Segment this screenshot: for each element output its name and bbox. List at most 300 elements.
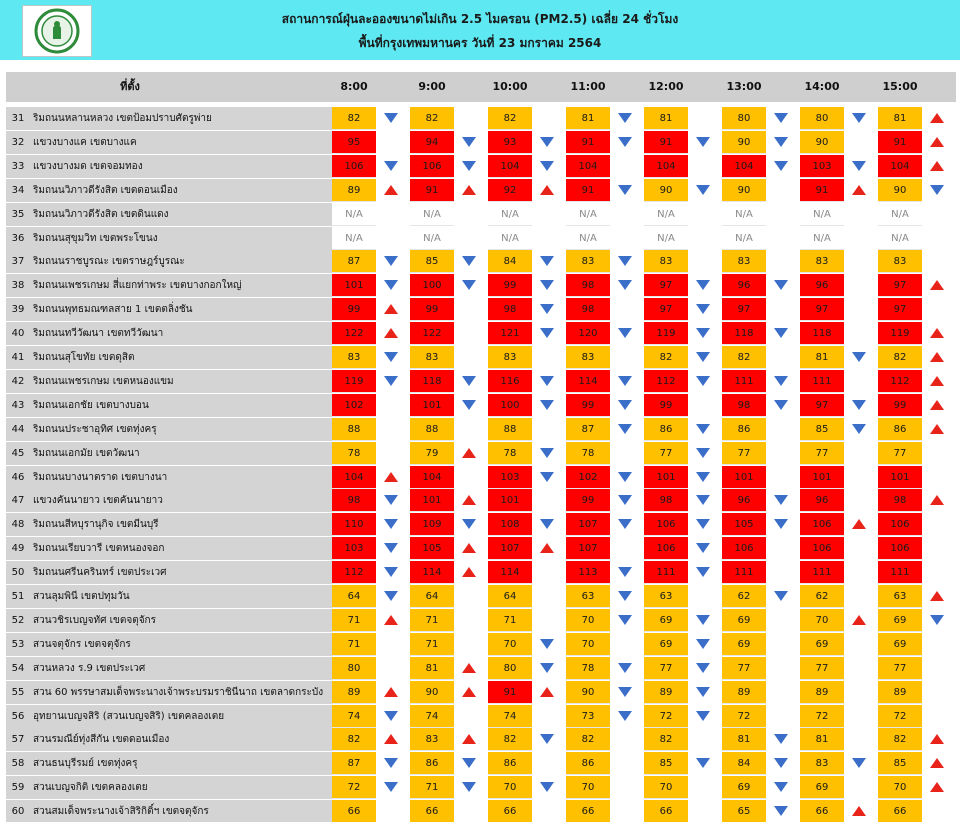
trend-up-icon <box>930 758 944 768</box>
trend-up-icon <box>540 687 554 697</box>
pm25-value-cell: 66 <box>566 800 610 822</box>
trend-up-icon <box>462 185 476 195</box>
location-name: ริมถนนวิภาวดีรังสิต เขตดอนเมือง <box>30 179 332 202</box>
pm25-value-cell: 98 <box>566 274 610 297</box>
trend-down-icon <box>774 137 788 147</box>
trend-down-icon <box>774 161 788 171</box>
pm25-value-cell: 63 <box>566 585 610 608</box>
trend-down-icon <box>462 782 476 792</box>
pm25-value-cell: 82 <box>644 346 688 369</box>
pm25-value-cell: N/A <box>488 203 532 226</box>
trend-up-icon <box>384 185 398 195</box>
pm25-value-cell: 79 <box>410 442 454 465</box>
pm25-value-cell: 98 <box>488 298 532 321</box>
pm25-value-cell: 111 <box>722 370 766 393</box>
pm25-value-cell: 83 <box>410 728 454 751</box>
trend-up-icon <box>462 734 476 744</box>
pm25-value-cell: 78 <box>566 442 610 465</box>
trend-down-icon <box>618 328 632 338</box>
location-name: ริมถนนราชบูรณะ เขตราษฎร์บูรณะ <box>30 250 332 273</box>
pm25-value-cell: 69 <box>644 609 688 632</box>
pm25-value-cell: 106 <box>644 513 688 536</box>
pm25-value-cell: 94 <box>410 131 454 154</box>
trend-down-icon <box>618 687 632 697</box>
trend-down-icon <box>540 663 554 673</box>
pm25-value-cell: 105 <box>722 513 766 536</box>
pm25-value-cell: 99 <box>332 298 376 321</box>
trend-down-icon <box>774 328 788 338</box>
trend-down-icon <box>384 567 398 577</box>
row-number: 37 <box>6 250 30 273</box>
trend-up-icon <box>930 734 944 744</box>
trend-down-icon <box>774 519 788 529</box>
pm25-value-cell: 100 <box>488 394 532 417</box>
pm25-value-cell: 97 <box>722 298 766 321</box>
trend-down-icon <box>696 663 710 673</box>
pm25-value-cell: 106 <box>722 537 766 560</box>
pm25-value-cell: 121 <box>488 322 532 345</box>
pm25-value-cell: 77 <box>644 442 688 465</box>
pm25-value-cell: 82 <box>566 728 610 751</box>
pm25-value-cell: 91 <box>800 179 844 202</box>
pm25-value-cell: 89 <box>878 681 922 704</box>
pm25-value-cell: 80 <box>800 107 844 130</box>
trend-down-icon <box>540 137 554 147</box>
pm25-value-cell: 77 <box>878 657 922 680</box>
pm25-value-cell: 66 <box>878 800 922 822</box>
trend-down-icon <box>540 280 554 290</box>
pm25-value-cell: 72 <box>800 705 844 728</box>
trend-down-icon <box>618 615 632 625</box>
pm25-value-cell: 85 <box>800 418 844 441</box>
pm25-value-cell: 106 <box>878 537 922 560</box>
pm25-value-cell: 81 <box>566 107 610 130</box>
trend-down-icon <box>852 352 866 362</box>
row-number: 57 <box>6 728 30 751</box>
location-name: แขวงบางแค เขตบางแค <box>30 131 332 154</box>
pm25-value-cell: 101 <box>410 489 454 512</box>
pm25-value-cell: 98 <box>332 489 376 512</box>
pm25-value-cell: 70 <box>644 776 688 799</box>
pm25-value-cell: 66 <box>488 800 532 822</box>
pm25-value-cell: 70 <box>566 776 610 799</box>
pm25-value-cell: 98 <box>566 298 610 321</box>
pm25-value-cell: N/A <box>644 227 688 250</box>
pm25-value-cell: 113 <box>566 561 610 584</box>
trend-down-icon <box>462 758 476 768</box>
location-header: ที่ตั้ง <box>120 80 140 93</box>
trend-down-icon <box>774 758 788 768</box>
pm25-value-cell: 96 <box>722 274 766 297</box>
trend-up-icon <box>462 687 476 697</box>
location-name: ริมถนนบางนาตราด เขตบางนา <box>30 466 332 489</box>
time-header: 12:00 <box>648 80 684 93</box>
pm25-value-cell: N/A <box>878 227 922 250</box>
pm25-value-cell: 82 <box>410 107 454 130</box>
pm25-value-cell: 91 <box>410 179 454 202</box>
trend-down-icon <box>696 185 710 195</box>
pm25-value-cell: 62 <box>800 585 844 608</box>
pm25-value-cell: 104 <box>332 466 376 489</box>
trend-down-icon <box>930 185 944 195</box>
trend-up-icon <box>384 304 398 314</box>
trend-down-icon <box>774 782 788 792</box>
trend-up-icon <box>540 543 554 553</box>
pm25-value-cell: 83 <box>722 250 766 273</box>
location-name: แขวงบางมด เขตจอมทอง <box>30 155 332 178</box>
trend-down-icon <box>540 400 554 410</box>
pm25-value-cell: 72 <box>722 705 766 728</box>
pm25-value-cell: 89 <box>332 179 376 202</box>
pm25-value-cell: 99 <box>566 394 610 417</box>
trend-down-icon <box>618 591 632 601</box>
location-name: ริมถนนพุทธมณฑลสาย 1 เขตตลิ่งชัน <box>30 298 332 321</box>
time-header: 9:00 <box>418 80 446 93</box>
row-number: 43 <box>6 394 30 417</box>
trend-down-icon <box>462 400 476 410</box>
pm25-value-cell: 70 <box>488 633 532 656</box>
pm25-value-cell: 77 <box>722 442 766 465</box>
trend-down-icon <box>384 711 398 721</box>
row-number: 41 <box>6 346 30 369</box>
pm25-value-cell: N/A <box>878 203 922 226</box>
trend-up-icon <box>930 424 944 434</box>
trend-down-icon <box>384 591 398 601</box>
pm25-value-cell: 81 <box>800 346 844 369</box>
pm25-value-cell: 71 <box>332 609 376 632</box>
trend-down-icon <box>696 639 710 649</box>
trend-down-icon <box>540 448 554 458</box>
row-number: 50 <box>6 561 30 584</box>
pm25-value-cell: 102 <box>332 394 376 417</box>
pm25-value-cell: 74 <box>488 705 532 728</box>
trend-down-icon <box>384 376 398 386</box>
pm25-value-cell: 105 <box>410 537 454 560</box>
trend-up-icon <box>384 687 398 697</box>
trend-down-icon <box>618 280 632 290</box>
pm25-value-cell: 80 <box>722 107 766 130</box>
pm25-value-cell: 62 <box>722 585 766 608</box>
trend-down-icon <box>618 472 632 482</box>
location-name: สวนรมณีย์ทุ่งสีกัน เขตดอนเมือง <box>30 728 332 751</box>
pm25-value-cell: 122 <box>410 322 454 345</box>
trend-down-icon <box>384 161 398 171</box>
location-name: สวนเบญจกิติ เขตคลองเตย <box>30 776 332 799</box>
row-number: 46 <box>6 466 30 489</box>
pm25-value-cell: 86 <box>566 752 610 775</box>
location-name: สวนจตุจักร เขตจตุจักร <box>30 633 332 656</box>
pm25-value-cell: 96 <box>800 489 844 512</box>
pm25-value-cell: 95 <box>332 131 376 154</box>
pm25-value-cell: 108 <box>488 513 532 536</box>
location-name: ริมถนนสีหบุรานุกิจ เขตมีนบุรี <box>30 513 332 536</box>
trend-down-icon <box>540 782 554 792</box>
location-name: สวนธนบุรีรมย์ เขตทุ่งครุ <box>30 752 332 775</box>
row-number: 32 <box>6 131 30 154</box>
pm25-value-cell: N/A <box>410 203 454 226</box>
time-header: 13:00 <box>726 80 762 93</box>
pm25-value-cell: 102 <box>566 466 610 489</box>
location-name: ริมถนนประชาอุทิศ เขตทุ่งครุ <box>30 418 332 441</box>
pm25-value-cell: 104 <box>410 466 454 489</box>
pm25-value-cell: 66 <box>644 800 688 822</box>
pm25-value-cell: 90 <box>644 179 688 202</box>
pm25-value-cell: 87 <box>566 418 610 441</box>
location-name: ริมถนนเรียบวารี เขตหนองจอก <box>30 537 332 560</box>
trend-down-icon <box>462 137 476 147</box>
trend-down-icon <box>696 519 710 529</box>
trend-down-icon <box>618 113 632 123</box>
pm25-value-cell: 81 <box>722 728 766 751</box>
pm25-value-cell: 83 <box>566 250 610 273</box>
pm25-value-cell: 83 <box>488 346 532 369</box>
pm25-value-cell: 82 <box>332 728 376 751</box>
row-number: 33 <box>6 155 30 178</box>
trend-down-icon <box>852 400 866 410</box>
row-number: 60 <box>6 800 30 822</box>
page-subtitle: พื้นที่กรุงเทพมหานคร วันที่ 23 มกราคม 2564 <box>358 36 602 50</box>
pm25-value-cell: 77 <box>878 442 922 465</box>
pm25-value-cell: 73 <box>566 705 610 728</box>
trend-down-icon <box>384 758 398 768</box>
pm25-value-cell: 101 <box>644 466 688 489</box>
pm25-value-cell: 101 <box>722 466 766 489</box>
pm25-value-cell: 106 <box>410 155 454 178</box>
pm25-value-cell: 97 <box>800 394 844 417</box>
trend-up-icon <box>852 519 866 529</box>
trend-up-icon <box>384 328 398 338</box>
pm25-value-cell: 93 <box>488 131 532 154</box>
pm25-value-cell: 82 <box>488 728 532 751</box>
pm25-table <box>6 72 956 822</box>
row-number: 51 <box>6 585 30 608</box>
time-header: 14:00 <box>804 80 840 93</box>
pm25-value-cell: N/A <box>722 203 766 226</box>
pm25-value-cell: 99 <box>644 394 688 417</box>
pm25-value-cell: 114 <box>488 561 532 584</box>
pm25-value-cell: 90 <box>800 131 844 154</box>
pm25-value-cell: 90 <box>410 681 454 704</box>
pm25-value-cell: 100 <box>410 274 454 297</box>
pm25-value-cell: 85 <box>644 752 688 775</box>
trend-down-icon <box>696 543 710 553</box>
trend-down-icon <box>696 352 710 362</box>
row-number: 38 <box>6 274 30 297</box>
trend-down-icon <box>696 137 710 147</box>
pm25-value-cell: 69 <box>878 609 922 632</box>
location-name: ริมถนนสุโขทัย เขตดุสิต <box>30 346 332 369</box>
pm25-value-cell: 111 <box>800 561 844 584</box>
trend-up-icon <box>462 567 476 577</box>
trend-up-icon <box>540 185 554 195</box>
pm25-value-cell: 83 <box>566 346 610 369</box>
trend-down-icon <box>618 185 632 195</box>
pm25-value-cell: 83 <box>878 250 922 273</box>
pm25-value-cell: 69 <box>800 776 844 799</box>
trend-down-icon <box>540 256 554 266</box>
pm25-value-cell: 87 <box>332 250 376 273</box>
pm25-value-cell: 70 <box>566 633 610 656</box>
page-header <box>0 0 960 60</box>
pm25-value-cell: 112 <box>332 561 376 584</box>
trend-down-icon <box>384 280 398 290</box>
trend-down-icon <box>852 758 866 768</box>
trend-down-icon <box>384 256 398 266</box>
location-name: ริมถนนวิภาวดีรังสิต เขตดินแดง <box>30 203 332 226</box>
pm25-value-cell: N/A <box>644 203 688 226</box>
location-name: สวนหลวง ร.9 เขตประเวศ <box>30 657 332 680</box>
pm25-value-cell: N/A <box>800 203 844 226</box>
trend-down-icon <box>774 591 788 601</box>
pm25-value-cell: 91 <box>566 131 610 154</box>
pm25-value-cell: N/A <box>332 227 376 250</box>
location-name: ริมถนนเอกมัย เขตวัฒนา <box>30 442 332 465</box>
pm25-value-cell: 104 <box>644 155 688 178</box>
pm25-value-cell: 97 <box>878 298 922 321</box>
trend-up-icon <box>930 352 944 362</box>
location-name: ริมถนนเอกชัย เขตบางบอน <box>30 394 332 417</box>
trend-down-icon <box>696 376 710 386</box>
pm25-value-cell: 112 <box>644 370 688 393</box>
location-name: ริมถนนทวีวัฒนา เขตทวีวัฒนา <box>30 322 332 345</box>
trend-up-icon <box>930 328 944 338</box>
pm25-value-cell: N/A <box>800 227 844 250</box>
trend-up-icon <box>930 113 944 123</box>
pm25-value-cell: 99 <box>566 489 610 512</box>
pm25-value-cell: 89 <box>332 681 376 704</box>
trend-down-icon <box>384 543 398 553</box>
pm25-value-cell: 81 <box>410 657 454 680</box>
pm25-value-cell: 91 <box>566 179 610 202</box>
trend-down-icon <box>696 424 710 434</box>
location-name: สวนลุมพินี เขตปทุมวัน <box>30 585 332 608</box>
pm25-value-cell: 111 <box>878 561 922 584</box>
trend-down-icon <box>384 352 398 362</box>
row-number: 59 <box>6 776 30 799</box>
trend-up-icon <box>930 137 944 147</box>
page-title: สถานการณ์ฝุ่นละอองขนาดไม่เกิน 2.5 ไมครอน (PM2.5) เฉลี่ย 24 ชั่วโมง <box>281 12 679 26</box>
pm25-value-cell: 77 <box>644 657 688 680</box>
pm25-value-cell: 96 <box>722 489 766 512</box>
pm25-value-cell: 77 <box>800 442 844 465</box>
pm25-value-cell: 87 <box>332 752 376 775</box>
trend-up-icon <box>930 161 944 171</box>
trend-down-icon <box>774 376 788 386</box>
pm25-value-cell: 69 <box>722 633 766 656</box>
pm25-value-cell: 90 <box>722 179 766 202</box>
trend-down-icon <box>618 663 632 673</box>
trend-down-icon <box>540 734 554 744</box>
location-name: ริมถนนสุขุมวิท เขตพระโขนง <box>30 227 332 250</box>
pm25-value-cell: 83 <box>800 752 844 775</box>
pm25-value-cell: 77 <box>800 657 844 680</box>
pm25-value-cell: 101 <box>800 466 844 489</box>
pm25-value-cell: 70 <box>800 609 844 632</box>
pm25-value-cell: 107 <box>566 537 610 560</box>
row-number: 53 <box>6 633 30 656</box>
row-number: 56 <box>6 705 30 728</box>
row-number: 42 <box>6 370 30 393</box>
pm25-value-cell: 82 <box>722 346 766 369</box>
pm25-value-cell: 85 <box>410 250 454 273</box>
trend-up-icon <box>384 472 398 482</box>
trend-down-icon <box>774 280 788 290</box>
location-name: สวนวชิรเบญจทัศ เขตจตุจักร <box>30 609 332 632</box>
pm25-value-cell: 72 <box>332 776 376 799</box>
pm25-value-cell: 118 <box>722 322 766 345</box>
trend-down-icon <box>774 806 788 816</box>
trend-down-icon <box>540 376 554 386</box>
location-name: ริมถนนหลานหลวง เขตป้อมปราบศัตรูพ่าย <box>30 107 332 130</box>
pm25-value-cell: N/A <box>566 227 610 250</box>
pm25-value-cell: 103 <box>800 155 844 178</box>
pm25-value-cell: N/A <box>488 227 532 250</box>
pm25-value-cell: 82 <box>878 728 922 751</box>
pm25-value-cell: 86 <box>644 418 688 441</box>
trend-down-icon <box>696 280 710 290</box>
trend-up-icon <box>930 782 944 792</box>
pm25-value-cell: 69 <box>800 633 844 656</box>
pm25-value-cell: 71 <box>488 609 532 632</box>
pm25-value-cell: 81 <box>800 728 844 751</box>
trend-down-icon <box>540 519 554 529</box>
pm25-value-cell: 84 <box>722 752 766 775</box>
pm25-value-cell: 81 <box>644 107 688 130</box>
pm25-value-cell: 109 <box>410 513 454 536</box>
pm25-value-cell: 66 <box>332 800 376 822</box>
pm25-value-cell: 78 <box>332 442 376 465</box>
pm25-value-cell: 84 <box>488 250 532 273</box>
trend-down-icon <box>774 495 788 505</box>
pm25-value-cell: 101 <box>410 394 454 417</box>
pm25-value-cell: 83 <box>800 250 844 273</box>
trend-up-icon <box>930 591 944 601</box>
location-name: สวน 60 พรรษาสมเด็จพระนางเจ้าพระบรมราชินีนาถ เขตลาดกระบัง <box>30 681 332 704</box>
trend-up-icon <box>930 400 944 410</box>
trend-down-icon <box>540 161 554 171</box>
time-header: 10:00 <box>492 80 528 93</box>
trend-down-icon <box>540 472 554 482</box>
location-name: อุทยานเบญจสิริ (สวนเบญจสิริ) เขตคลองเตย <box>30 705 332 728</box>
pm25-value-cell: 98 <box>878 489 922 512</box>
pm25-value-cell: 111 <box>644 561 688 584</box>
pm25-value-cell: 69 <box>644 633 688 656</box>
pm25-value-cell: 89 <box>722 681 766 704</box>
pm25-value-cell: 104 <box>566 155 610 178</box>
row-number: 47 <box>6 489 30 512</box>
pm25-value-cell: 80 <box>332 657 376 680</box>
pm25-value-cell: 106 <box>332 155 376 178</box>
trend-up-icon <box>930 376 944 386</box>
pm25-value-cell: 86 <box>878 418 922 441</box>
pm25-value-cell: 90 <box>566 681 610 704</box>
trend-up-icon <box>852 185 866 195</box>
pm25-value-cell: 101 <box>878 466 922 489</box>
pm25-value-cell: 70 <box>878 776 922 799</box>
pm25-value-cell: 97 <box>644 274 688 297</box>
pm25-value-cell: 82 <box>644 728 688 751</box>
trend-down-icon <box>696 615 710 625</box>
pm25-value-cell: 82 <box>878 346 922 369</box>
pm25-value-cell: 104 <box>488 155 532 178</box>
pm25-value-cell: 64 <box>332 585 376 608</box>
trend-down-icon <box>852 161 866 171</box>
pm25-value-cell: 114 <box>566 370 610 393</box>
pm25-value-cell: 99 <box>878 394 922 417</box>
row-number: 36 <box>6 227 30 250</box>
trend-down-icon <box>384 495 398 505</box>
pm25-value-cell: 82 <box>332 107 376 130</box>
